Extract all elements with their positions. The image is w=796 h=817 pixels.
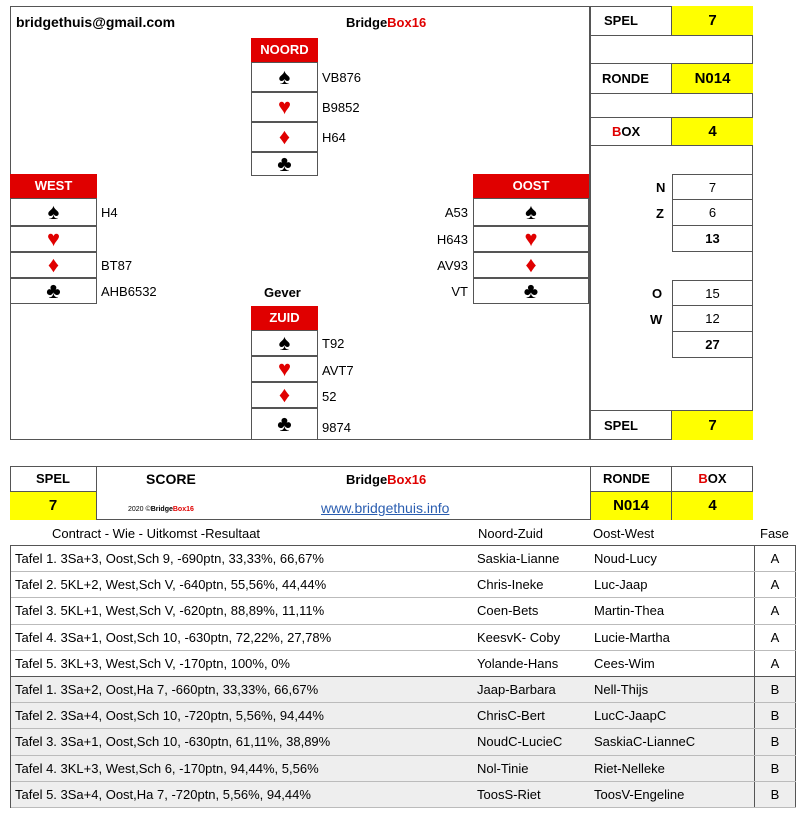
zuid-clubs-cell: [251, 408, 318, 440]
noord-spades: VB876: [322, 70, 362, 85]
w-value: 12: [672, 306, 753, 332]
row-contract: Tafel 4. 3KL+3, West,Sch 6, -170ptn, 94,44%, 5,56%: [15, 760, 319, 776]
oost-header: OOST: [473, 174, 589, 198]
box-value: 4: [672, 118, 753, 146]
heart-icon: ♥: [46, 226, 61, 251]
brand-part-16: 16: [411, 15, 427, 30]
results-table: [10, 546, 796, 808]
spel-value-bottom: 7: [672, 410, 753, 440]
row-fase: A: [754, 546, 796, 571]
row-contract: Tafel 3. 5KL+1, West,Sch V, -620ptn, 88,89%, 11,11%: [15, 603, 325, 619]
brand-part-16: 16: [411, 472, 427, 487]
row-nz-pair: NoudC-LucieC: [477, 734, 563, 750]
west-diamonds: BT87: [101, 258, 133, 273]
row-ow-pair: Lucie-Martha: [594, 629, 670, 645]
copyright-brand-b: Box: [172, 506, 187, 513]
club-icon: ♣: [277, 151, 292, 176]
box-label: [590, 118, 672, 146]
o-value: 15: [672, 280, 753, 306]
copyright: [128, 506, 194, 513]
brand-part-box: Box: [387, 15, 412, 30]
row-nz-pair: Jaap-Barbara: [477, 682, 556, 697]
row-fase: B: [754, 756, 796, 781]
row-nz-pair: Coen-Bets: [477, 603, 539, 619]
n-value: 7: [672, 174, 753, 200]
diamond-icon: ♦: [47, 252, 60, 277]
zuid-header: ZUID: [251, 306, 318, 330]
row-ow-pair: Riet-Nelleke: [594, 760, 665, 776]
zuid-hearts: AVT7: [322, 363, 354, 378]
row-contract: Tafel 2. 3Sa+4, Oost,Sch 10, -720ptn, 5,56%, 94,44%: [15, 708, 324, 724]
row-contract: Tafel 4. 3Sa+1, Oost,Sch 10, -630ptn, 72,22%, 27,78%: [15, 629, 332, 645]
row-ow-pair: SaskiaC-LianneC: [594, 734, 696, 750]
oost-spades: A53: [444, 205, 468, 220]
west-spades-cell: [10, 198, 97, 226]
club-icon: ♣: [46, 278, 61, 303]
table-row: [11, 677, 796, 703]
brand-part-box: Box: [387, 472, 412, 487]
oost-diamonds-cell: [473, 252, 589, 278]
row-nz-pair: ChrisC-Bert: [477, 708, 545, 724]
w-label: W: [650, 312, 663, 327]
z-value: 6: [672, 200, 753, 226]
table-row: [11, 572, 796, 598]
noord-diamonds: H64: [322, 130, 346, 145]
row-nz-pair: Nol-Tinie: [477, 760, 529, 776]
results-column-headers: [10, 520, 796, 546]
diamond-icon: ♦: [525, 252, 537, 277]
row-ow-pair: Noud-Lucy: [594, 551, 657, 566]
side-spacer-1: [590, 36, 753, 64]
table-row: [11, 703, 796, 729]
west-diamonds-cell: [10, 252, 97, 278]
row-ow-pair: ToosV-Engeline: [594, 786, 685, 802]
west-clubs: AHB6532: [101, 284, 157, 299]
oost-clubs: VT: [451, 284, 468, 299]
nz-total: 13: [672, 226, 753, 252]
score-spel-value: 7: [10, 492, 97, 520]
score-box-label: [672, 466, 753, 492]
row-ow-pair: Nell-Thijs: [594, 682, 649, 697]
heart-icon: ♥: [277, 94, 292, 119]
col-contract-header: Contract - Wie - Uitkomst -Resultaat: [52, 526, 261, 541]
dealer-label: Gever: [264, 285, 301, 300]
score-label: SCORE: [146, 471, 196, 487]
score-box-label-rest: OX: [707, 471, 727, 486]
spade-icon: ♠: [278, 330, 291, 355]
club-icon: ♣: [277, 411, 292, 436]
row-contract: Tafel 3. 3Sa+1, Oost,Sch 10, -630ptn, 61,11%, 38,89%: [15, 734, 331, 750]
heart-icon: ♥: [277, 356, 292, 381]
row-fase: A: [754, 651, 796, 676]
col-fase-header: Fase: [760, 526, 789, 541]
copyright-brand-c: 16: [186, 506, 194, 513]
brand-logo-top: [346, 15, 426, 30]
row-fase: A: [754, 572, 796, 597]
oost-hearts-cell: [473, 226, 589, 252]
diamond-icon: ♦: [278, 124, 291, 149]
row-fase: A: [754, 625, 796, 650]
noord-hearts-cell: [251, 92, 318, 122]
spade-icon: ♠: [47, 199, 60, 224]
spade-icon: ♠: [525, 199, 537, 224]
row-nz-pair: Chris-Ineke: [477, 577, 544, 593]
row-nz-pair: ToosS-Riet: [477, 786, 541, 802]
copyright-year: 2020 ©: [128, 506, 151, 513]
row-nz-pair: Saskia-Lianne: [477, 551, 560, 566]
row-fase: B: [754, 677, 796, 702]
col-ow-header: Oost-West: [593, 526, 655, 541]
noord-hearts: B9852: [322, 100, 360, 115]
west-hearts-cell: [10, 226, 97, 252]
zuid-spades: T92: [322, 336, 345, 351]
oost-clubs-cell: [473, 278, 589, 304]
ronde-value: N014: [672, 64, 753, 94]
row-ow-pair: Luc-Jaap: [594, 577, 648, 593]
zuid-diamonds: 52: [322, 389, 337, 404]
col-nz-header: Noord-Zuid: [478, 526, 544, 541]
brand-logo-score: [346, 472, 426, 487]
brand-part-bridge: Bridge: [346, 15, 388, 30]
z-label: Z: [656, 206, 664, 221]
club-icon: ♣: [523, 278, 539, 303]
oost-hearts: H643: [436, 232, 468, 247]
brand-part-bridge: Bridge: [346, 472, 388, 487]
copyright-brand-a: Bridge: [150, 506, 173, 513]
row-ow-pair: LucC-JaapC: [594, 708, 667, 724]
o-label: O: [652, 286, 663, 301]
zuid-hearts-cell: [251, 356, 318, 382]
spade-icon: ♠: [278, 64, 291, 89]
oost-spades-cell: [473, 198, 589, 226]
row-contract: Tafel 5. 3KL+3, West,Sch V, -170ptn, 100%, 0%: [15, 655, 290, 671]
noord-diamonds-cell: [251, 122, 318, 152]
spel-label-top: SPEL: [590, 6, 672, 36]
ow-total: 27: [672, 332, 753, 358]
score-ronde-label: RONDE: [590, 466, 672, 492]
n-label: N: [656, 180, 666, 195]
row-ow-pair: Martin-Thea: [594, 603, 665, 619]
noord-header: NOORD: [251, 38, 318, 62]
website-link[interactable]: www.bridgethuis.info: [321, 500, 450, 516]
ronde-label: RONDE: [590, 64, 672, 94]
email-text: bridgethuis@gmail.com: [16, 14, 176, 30]
row-fase: A: [754, 598, 796, 623]
west-header: WEST: [10, 174, 97, 198]
row-contract: Tafel 5. 3Sa+4, Oost,Ha 7, -720ptn, 5,56%, 94,44%: [15, 786, 311, 802]
row-fase: B: [754, 729, 796, 754]
row-ow-pair: Cees-Wim: [594, 655, 655, 671]
row-fase: B: [754, 703, 796, 728]
score-box-label-b: B: [698, 471, 708, 486]
oost-diamonds: AV93: [437, 258, 468, 273]
score-box-value: 4: [672, 492, 753, 520]
diamond-icon: ♦: [278, 382, 291, 407]
table-row: [11, 756, 796, 782]
table-row: [11, 729, 796, 755]
zuid-clubs: 9874: [322, 420, 351, 435]
box-label-b: B: [612, 124, 622, 139]
spel-label-bottom: SPEL: [590, 410, 672, 440]
table-row: [11, 598, 796, 624]
row-nz-pair: KeesvK- Coby: [477, 629, 561, 645]
west-spades: H4: [101, 205, 118, 220]
row-contract: Tafel 1. 3Sa+2, Oost,Ha 7, -660ptn, 33,33%, 66,67%: [15, 682, 319, 697]
table-row: [11, 625, 796, 651]
side-spacer-2: [590, 94, 753, 118]
zuid-diamonds-cell: [251, 382, 318, 408]
noord-spades-cell: [251, 62, 318, 92]
score-spel-label: SPEL: [10, 466, 97, 492]
heart-icon: ♥: [524, 226, 538, 251]
row-nz-pair: Yolande-Hans: [477, 655, 559, 671]
row-contract: Tafel 2. 5KL+2, West,Sch V, -640ptn, 55,56%, 44,44%: [15, 577, 327, 593]
table-row: [11, 782, 796, 808]
row-contract: Tafel 1. 3Sa+3, Oost,Sch 9, -690ptn, 33,33%, 66,67%: [15, 551, 324, 566]
table-row: [11, 546, 796, 572]
row-fase: B: [754, 782, 796, 807]
zuid-spades-cell: [251, 330, 318, 356]
noord-clubs-cell: [251, 152, 318, 176]
west-clubs-cell: [10, 278, 97, 304]
spel-value-top: 7: [672, 6, 753, 36]
table-row: [11, 651, 796, 677]
score-ronde-value: N014: [590, 492, 672, 520]
box-label-rest: OX: [621, 124, 641, 139]
